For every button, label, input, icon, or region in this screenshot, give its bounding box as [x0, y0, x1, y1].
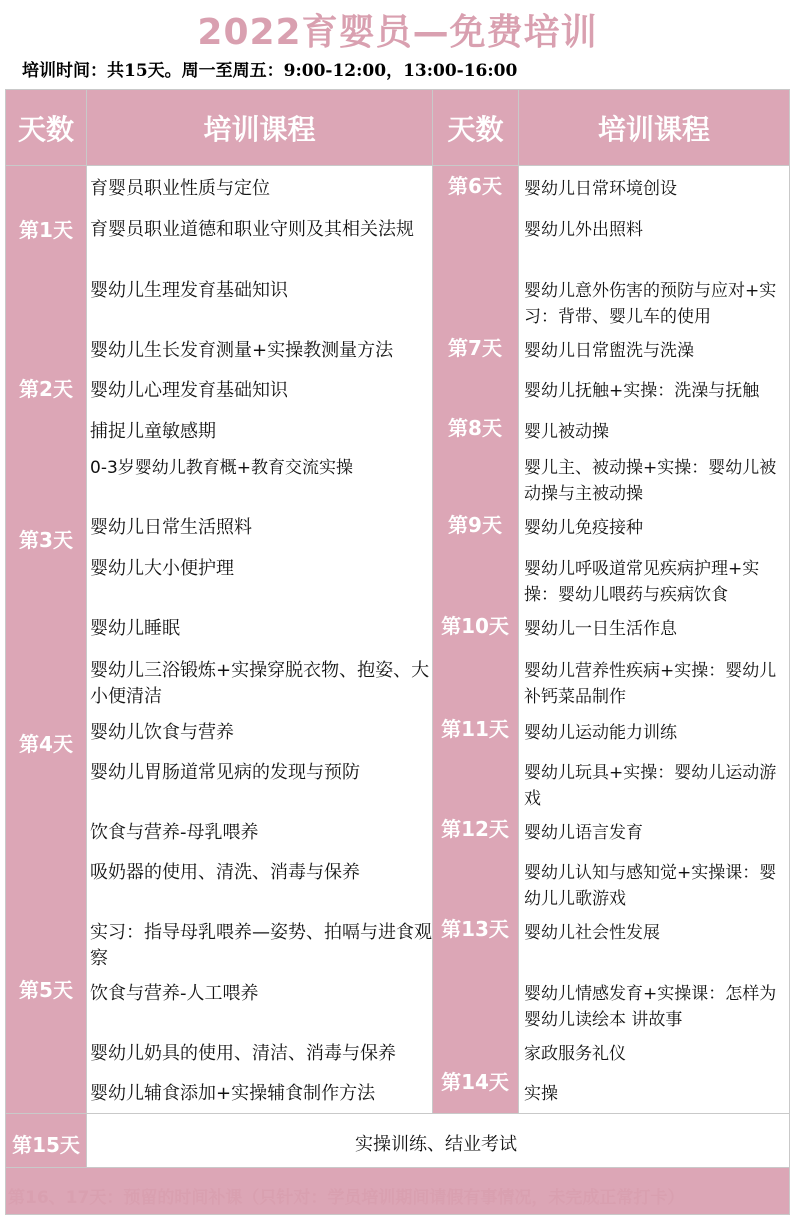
course-item: 婴儿主、被动操+实操：婴幼儿被动操与主被动操 [524, 458, 777, 504]
day-label-1: 第1天 [19, 218, 73, 242]
course-item: 婴幼儿生理发育基础知识 [90, 280, 288, 301]
course-item: 婴幼儿日常环境创设 [524, 179, 677, 199]
course-item: 婴幼儿奶具的使用、清洁、消毒与保养 [90, 1043, 396, 1064]
header-days-left: 天数 [17, 112, 74, 146]
divider [6, 1167, 789, 1168]
day-label-15: 第15天 [12, 1133, 80, 1157]
course-item: 婴幼儿玩具+实操：婴幼儿运动游戏 [524, 763, 777, 809]
course-item: 0-3岁婴幼儿教育概+教育交流实操 [90, 458, 354, 478]
course-item: 婴幼儿意外伤害的预防与应对+实习：背带、婴儿车的使用 [524, 281, 777, 327]
day-label-2: 第2天 [19, 377, 73, 401]
course-item: 婴幼儿日常生活照料 [90, 517, 252, 538]
course-item: 婴幼儿免疫接种 [524, 518, 643, 538]
header-course-left: 培训课程 [203, 112, 316, 146]
course-item: 饮食与营养-人工喂养 [90, 983, 259, 1004]
day15-course: 实操训练、结业考试 [355, 1134, 517, 1155]
day-label-14: 第14天 [441, 1070, 509, 1094]
course-item: 婴幼儿生长发育测量+实操教测量方法 [90, 340, 394, 361]
course-item: 婴幼儿外出照料 [524, 220, 643, 240]
course-item: 饮食与营养-母乳喂养 [90, 822, 259, 843]
course-item: 实习：指导母乳喂养—姿势、拍嗝与进食观察 [90, 922, 432, 969]
divider [86, 90, 87, 1167]
course-item: 家政服务礼仪 [524, 1044, 626, 1064]
course-item: 婴幼儿营养性疾病+实操：婴幼儿补钙菜品制作 [524, 661, 777, 707]
day-label-8: 第8天 [448, 416, 502, 440]
course-item: 婴幼儿心理发育基础知识 [90, 380, 288, 401]
course-item: 婴幼儿一日生活作息 [524, 619, 677, 639]
header-days-right: 天数 [447, 112, 504, 146]
left-day-column [6, 165, 86, 1113]
course-item: 育婴员职业性质与定位 [90, 178, 270, 199]
day-label-3: 第3天 [19, 528, 73, 552]
day-label-10: 第10天 [441, 614, 509, 638]
day-label-12: 第12天 [441, 817, 509, 841]
course-item: 婴幼儿睡眠 [90, 618, 180, 639]
course-item: 捕捉儿童敏感期 [90, 421, 216, 442]
course-item: 实操 [524, 1084, 558, 1104]
course-item: 婴幼儿大小便护理 [90, 558, 234, 579]
course-item: 婴幼儿三浴锻炼+实操穿脱衣物、抱姿、大小便清洁 [90, 660, 430, 707]
day-label-11: 第11天 [441, 717, 509, 741]
course-item: 婴幼儿社会性发展 [524, 923, 660, 943]
divider [518, 90, 519, 1113]
footer-note: 第16、17天：预留的时间补课（只针对：学员培训期间请假有事情况，未完成正常打卡） [8, 1188, 685, 1208]
course-item: 吸奶器的使用、清洗、消毒与保养 [90, 862, 360, 883]
course-item: 婴幼儿日常盥洗与洗澡 [524, 341, 694, 361]
divider [6, 1113, 789, 1114]
course-item: 婴幼儿抚触+实操：洗澡与抚触 [524, 381, 760, 401]
right-day-column [432, 165, 518, 1113]
day-label-13: 第13天 [441, 917, 509, 941]
header-course-right: 培训课程 [597, 112, 710, 146]
day-label-5: 第5天 [19, 978, 73, 1002]
day-label-4: 第4天 [19, 732, 73, 756]
day-label-9: 第9天 [448, 513, 502, 537]
course-item: 育婴员职业道德和职业守则及其相关法规 [90, 219, 414, 240]
course-item: 婴幼儿呼吸道常见疾病护理+实操：婴幼儿喂药与疾病饮食 [524, 559, 760, 605]
day-label-7: 第7天 [448, 336, 502, 360]
course-item: 婴幼儿辅食添加+实操辅食制作方法 [90, 1083, 376, 1104]
course-item: 婴幼儿运动能力训练 [524, 723, 677, 743]
course-item: 婴幼儿认知与感知觉+实操课：婴幼儿儿歌游戏 [524, 863, 777, 909]
training-time: 培训时间：共15天。周一至周五：9:00-12:00，13:00-16:00 [22, 61, 518, 81]
day-label-6: 第6天 [448, 174, 502, 198]
course-item: 婴幼儿语言发育 [524, 823, 643, 843]
page-title: 2022育婴员—免费培训 [197, 12, 598, 53]
course-item: 婴幼儿饮食与营养 [90, 722, 234, 743]
course-item: 婴儿被动操 [524, 422, 609, 442]
course-item: 婴幼儿胃肠道常见病的发现与预防 [90, 762, 360, 783]
course-item: 婴幼儿情感发育+实操课：怎样为婴幼儿读绘本 讲故事 [524, 984, 777, 1030]
divider [6, 165, 789, 166]
